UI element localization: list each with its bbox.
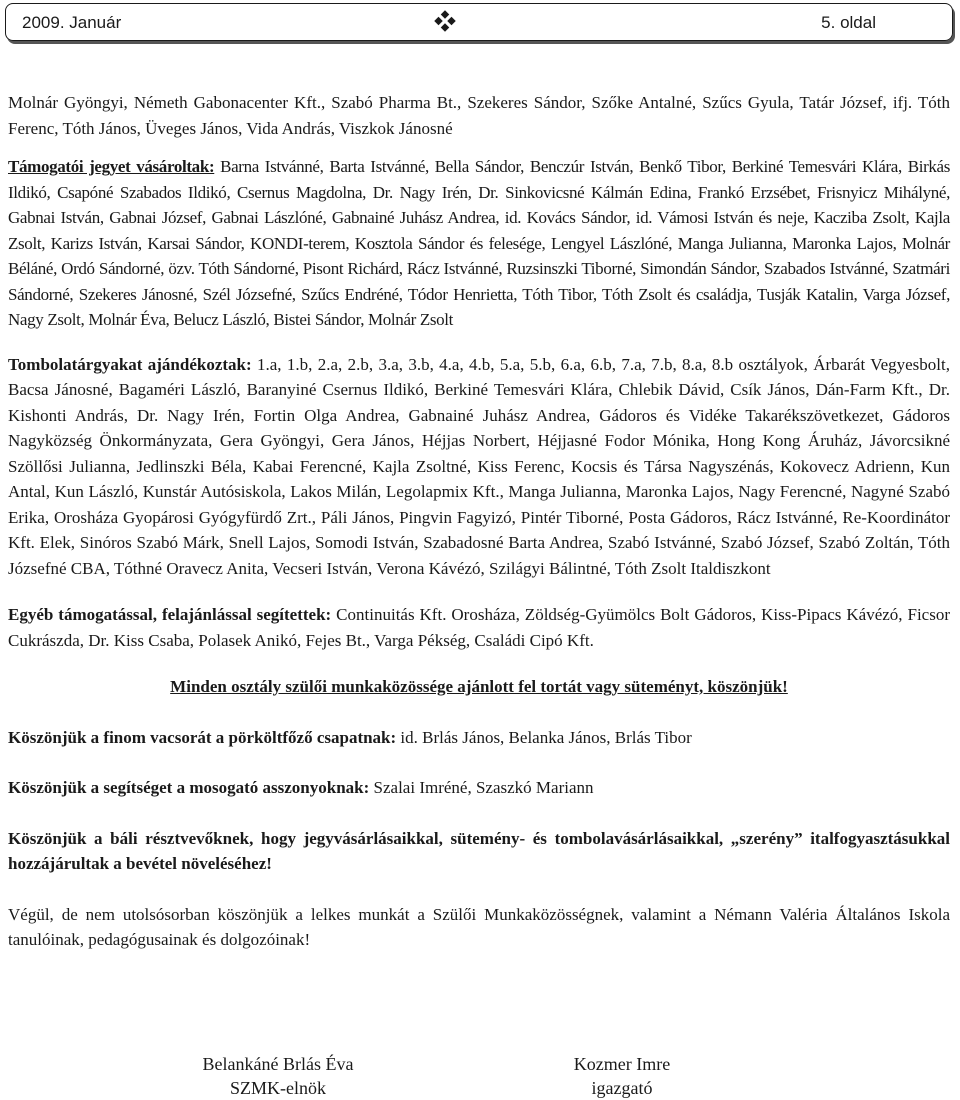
article-body [8,90,950,953]
support-tickets-text: Barna Istvánné, Barta Istvánné, Bella Sándor, Benczúr István, Benkő Tibor, Berkiné Temesvári Klára, Birkás Ildikó, Csapóné Szabados Ildikó, Csernus Magdolna, Dr. Nagy Irén, Dr. Sinkovicsné Kálmán Edina, Frankó Erzsébet, Frisnyicz Mihályné, Gabnai István, Gabnai József, Gabnai Lászlóné, Gabnainé Juhász Andrea, id. Kovács Sándor, id. Vámosi István és neje, Kacziba Zsolt, Kajla Zsolt, Karizs István, Karsai Sándor, KONDI-terem, Kosztola Sándor és felesége, Lengyel Lászlóné, Manga Julianna, Maronka Lajos, Molnár Béláné, Ordó Sándorné, özv. Tóth Sándorné, Pisont Richárd, Rácz Istvánné, Ruzsinszki Tiborné, Simondán Sándor, Szabados Istvánné, Szatmári Sándorné, Szekeres Jánosné, Szél Józsefné, Szűcs Endréné, Tódor Henrietta, Tóth Tibor, Tóth Zsolt és családja, Tusják Katalin, Varga József, Nagy Zsolt, Molnár Éva, Belucz László, Bistei Sándor, Molnár Zsolt [8,157,950,329]
page-number: 5. oldal [821,13,876,32]
dishwash-thanks-paragraph [8,775,950,801]
dishwash-thanks-label: Köszönjük a segítséget a mosogató asszonyoknak: [8,778,370,797]
signatory-name: Kozmer Imre [573,1054,671,1074]
dishwash-thanks-text: Szalai Imréné, Szaszkó Mariann [369,778,594,797]
dinner-thanks-label: Köszönjük a finom vacsorát a pörköltfőző csapatnak: [8,727,397,747]
support-tickets-label: Támogatói jegyet vásároltak: [8,157,215,176]
signatory-role: SZMK-elnök [230,1078,326,1098]
other-support-text: Continuitás Kft. Orosháza, Zöldség-Gyümölcs Bolt Gádoros, Kiss-Pipacs Kávézó, Ficsor Cukrászda, Dr. Kiss Csaba, Polasek Anikó, Fejes Bt., Varga Pékség, Családi Cipó Kft. [8,605,950,650]
other-support-paragraph [8,602,950,653]
cake-thanks: Minden osztály szülői munkaközössége ajánlott fel tortát vagy süteményt, köszönjük! [170,677,788,696]
page-header [5,3,953,41]
signatory-role: igazgató [591,1078,653,1098]
raffle-label: Tombolatárgyakat ajándékoztak: [8,354,252,374]
dinner-thanks-paragraph [8,725,950,751]
diamond-ornament-icon [434,10,456,32]
signature-left [158,1052,398,1100]
intro-paragraph: Molnár Gyöngyi, Németh Gabonacenter Kft., Szabó Pharma Bt., Szekeres Sándor, Szőke Antalné, Szűcs Gyula, Tatár József, ifj. Tóth Ferenc, Tóth János, Üveges János, Vida András, Viszkok Jánosné [8,93,950,138]
signature-right [502,1052,742,1100]
support-tickets-paragraph [8,154,950,333]
other-support-label: Egyéb támogatással, felajánlással segítettek: [8,605,332,624]
dinner-thanks-text: id. Brlás János, Belanka János, Brlás Tibor [396,727,692,747]
guests-thanks: Köszönjük a báli résztvevőknek, hogy jegyvásárlásaikkal, sütemény- és tombolavásárlásaikkal, „szerény” italfogyasztásukkal hozzájárultak a bevétel növeléséhez! [8,828,950,873]
raffle-paragraph [8,352,950,582]
closing-paragraph: Végül, de nem utolsósorban köszönjük a lelkes munkát a Szülői Munkaközösségnek, valamint a Némann Valéria Általános Iskola tanulóinak, pedagógusainak és dolgozóinak! [8,904,950,949]
issue-date: 2009. Január [22,13,122,32]
signatory-name: Belankáné Brlás Éva [202,1054,354,1074]
raffle-text: 1.a, 1.b, 2.a, 2.b, 3.a, 3.b, 4.a, 4.b, 5.a, 5.b, 6.a, 6.b, 7.a, 7.b, 8.a, 8.b osztályok, Árbarát Vegyesbolt, Bacsa Jánosné, Bagaméri László, Baranyiné Csernus Ildikó, Berkiné Temesvári Klára, Chlebik Dávid, Csík János, Dán-Farm Kft., Dr. Kishonti András, Dr. Nagy Irén, Fortin Olga Andrea, Gabnainé Juhász Andrea, Gádoros és Vidéke Takarékszövetkezet, Gádoros Nagyközség Önkormányzata, Gera Gyöngyi, Gera János, Héjjas Norbert, Héjjasné Fodor Mónika, Hong Kong Áruház, Jávorcsikné Szöllősi Julianna, Jedlinszki Béla, Kabai Ferencné, Kajla Zsoltné, Kiss Ferenc, Kocsis és Társa Nagyszénás, Kokovecz Adrienn, Kun Antal, Kun László, Kunstár Autósiskola, Lakos Milán, Legolapmix Kft., Manga Julianna, Maronka Lajos, Nagy Ferencné, Nagyné Szabó Erika, Orosháza Gyopárosi Gyógyfürdő Zrt., Páli János, Pingvin Fagyizó, Pintér Tiborné, Posta Gádoros, Rácz Istvánné, Re-Koordinátor Kft. Elek, Sinóros Szabó Márk, Snell Lajos, Somodi István, Szabadosné Barta Andrea, Szabó Istvánné, Szabó József, Szabó Zoltán, Tóth Józsefné CBA, Tóthné Oravecz Anita, Vecseri István, Verona Kávézó, Szilágyi Bálintné, Tóth Zsolt Italdiszkont [8,354,950,578]
